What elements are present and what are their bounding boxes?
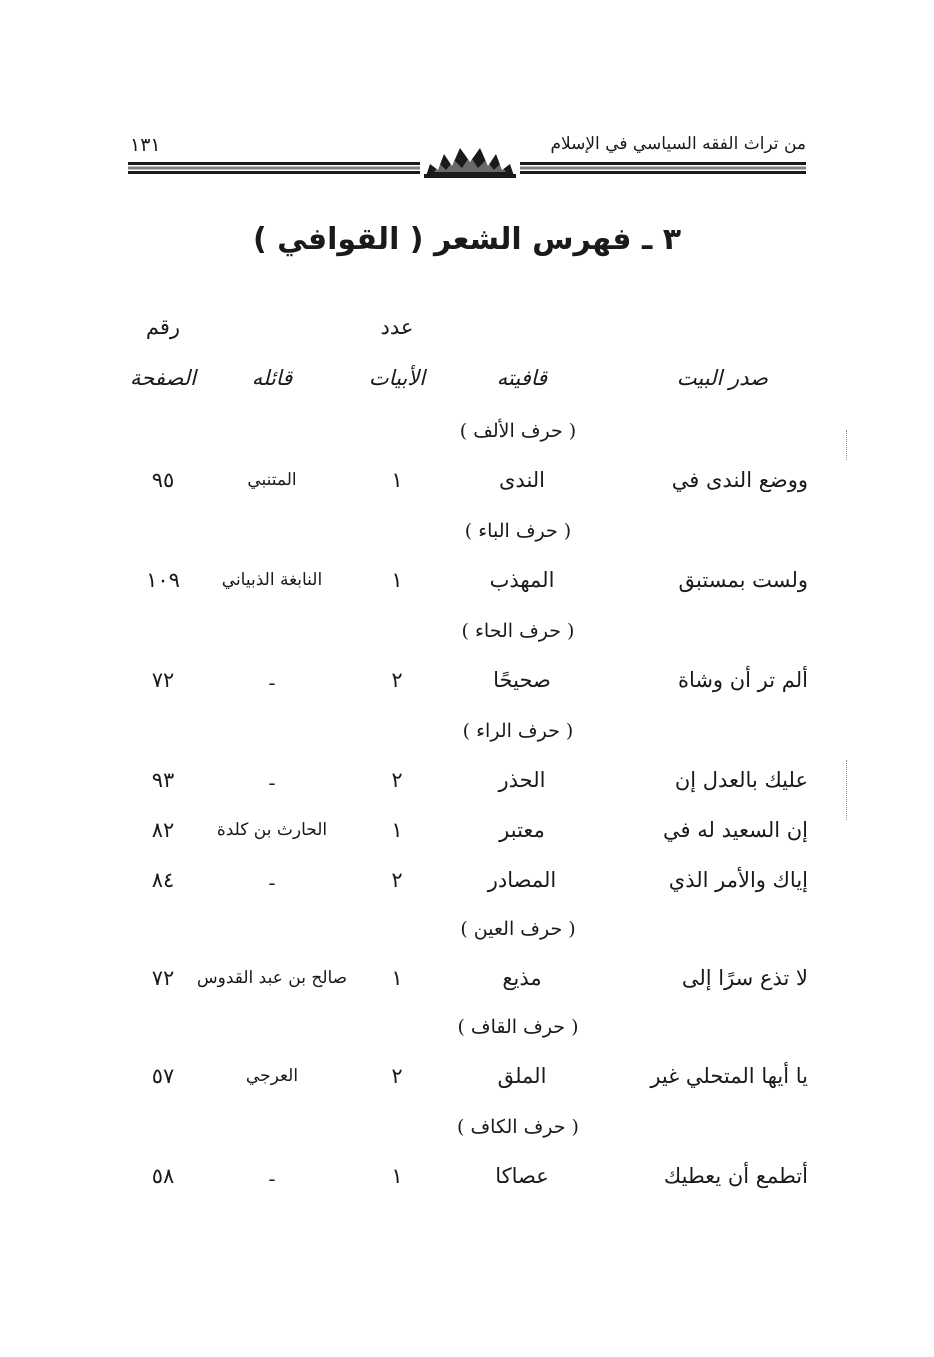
scan-margin-dots: [846, 760, 849, 820]
rhyme-word: الندى: [498, 468, 546, 492]
page-ref: ٩٥: [151, 468, 175, 492]
verse-opening: يا أيها المتحلي غير: [650, 1064, 808, 1088]
scan-margin-dots: [846, 430, 849, 460]
rhyme-word: المهذب: [489, 568, 555, 592]
verse-count: ٢: [391, 668, 403, 692]
page-column-heading-top: رقم: [145, 315, 181, 339]
verse-opening: لا تذع سرًا إلى: [681, 966, 808, 990]
verse-count: ١: [391, 468, 403, 492]
verse-count: ١: [391, 568, 403, 592]
rhyme-word: معتبر: [499, 818, 545, 842]
letter-heading: ( حرف الراء ): [462, 720, 574, 742]
rhyme-word: عصاكا: [495, 1164, 549, 1188]
verse-count: ٢: [391, 868, 403, 892]
page-number: ١٣١: [130, 134, 161, 156]
verse-opening: ألم تر أن وشاة: [677, 668, 808, 692]
section-title: ٣ ـ فهرس الشعر ( القوافي ): [252, 222, 682, 257]
poet-name: ـ: [269, 670, 275, 690]
page-ref: ١٠٩: [146, 568, 180, 592]
poet-name: المتنبي: [247, 470, 297, 490]
page-ref: ٩٣: [151, 768, 175, 792]
poet-name: ـ: [269, 870, 275, 890]
count-column-heading-top: عدد: [380, 315, 414, 339]
letter-heading: ( حرف القاف ): [457, 1016, 579, 1038]
poet-name: النابغة الذبياني: [221, 570, 323, 590]
poet-name: صالح بن عبد القدوس: [196, 968, 348, 988]
rhyme-word: المصادر: [487, 868, 557, 892]
letter-heading: ( حرف الألف ): [459, 420, 577, 442]
letter-heading: ( حرف الباء ): [464, 520, 572, 542]
poet-column-heading: قائله: [251, 366, 293, 390]
rhyme-word: الحذر: [498, 768, 546, 792]
verse-opening: عليك بالعدل إن: [674, 768, 808, 792]
page-ref: ٧٢: [151, 966, 175, 990]
verse-opening: إياك والأمر الذي: [668, 868, 808, 892]
running-title: من تراث الفقه السياسي في الإسلام: [550, 134, 806, 154]
page-ref: ٨٤: [151, 868, 175, 892]
poet-name: الحارث بن كلدة: [216, 820, 328, 840]
page-ref: ٥٨: [151, 1164, 175, 1188]
rhyme-word: الملق: [497, 1064, 547, 1088]
verse-count: ١: [391, 818, 403, 842]
page-ref: ٥٧: [151, 1064, 175, 1088]
crown-ornament-icon: [420, 138, 520, 180]
poet-name: ـ: [269, 1166, 275, 1186]
page-ref: ٨٢: [151, 818, 175, 842]
letter-heading: ( حرف الحاء ): [461, 620, 575, 642]
rhyme-column-heading: قافيته: [496, 366, 548, 390]
count-column-heading: الأبيات: [368, 366, 426, 390]
verse-opening: ووضع الندى في: [671, 468, 808, 492]
verse-count: ٢: [391, 1064, 403, 1088]
page-column-heading: الصفحة: [130, 366, 196, 390]
page-ref: ٧٢: [151, 668, 175, 692]
letter-heading: ( حرف الكاف ): [457, 1116, 579, 1138]
letter-heading: ( حرف العين ): [460, 918, 576, 940]
verse-count: ٢: [391, 768, 403, 792]
verse-opening: أتطمع أن يعطيك: [663, 1164, 808, 1188]
rhyme-word: مذيع: [502, 966, 542, 990]
rhyme-word: صحيحًا: [493, 668, 551, 692]
verse-count: ١: [391, 966, 403, 990]
verse-column-heading: صدر البيت: [676, 366, 768, 390]
poet-name: العرجي: [245, 1066, 299, 1086]
poet-name: ـ: [269, 770, 275, 790]
verse-opening: إن السعيد له في: [663, 818, 808, 842]
verse-opening: ولست بمستبق: [678, 568, 808, 592]
verse-count: ١: [391, 1164, 403, 1188]
